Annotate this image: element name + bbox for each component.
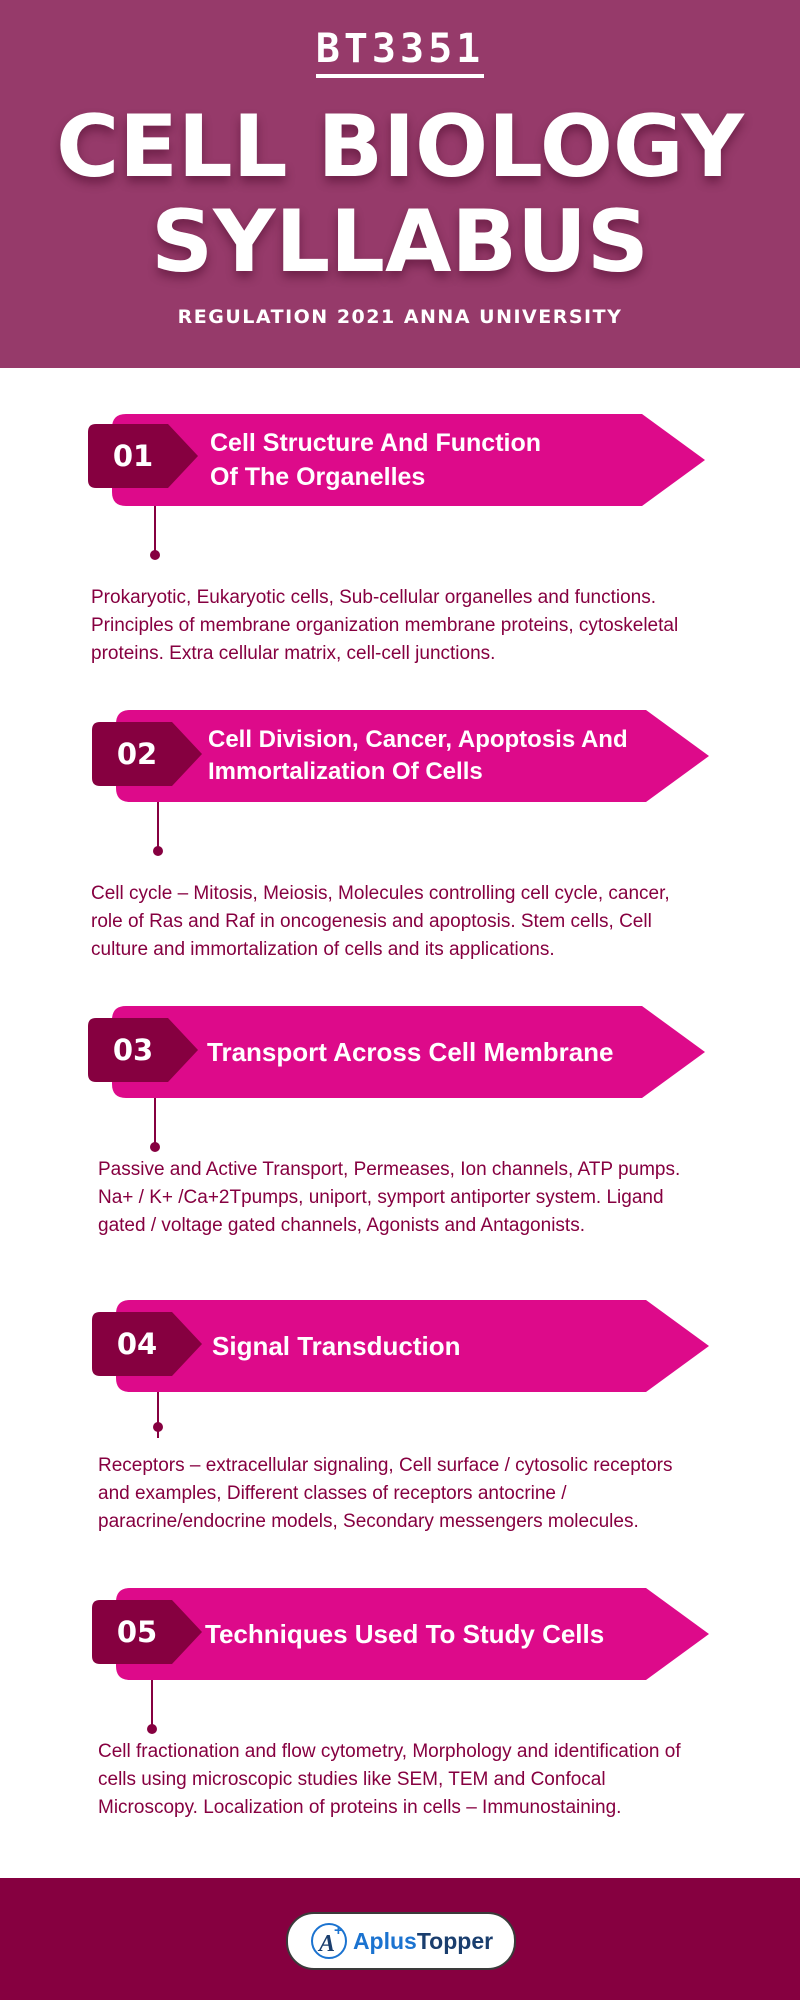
syllabus-unit-4 xyxy=(0,1300,800,1596)
unit-description: Passive and Active Transport, Permeases, Ion channels, ATP pumps. Na+ / K+ /Ca+2Tpumps, uniport, symport antiporter system. Ligand gated / voltage gated channels, Agonists and Antagonists. xyxy=(98,1159,681,1236)
footer xyxy=(0,1878,800,2000)
connector-line xyxy=(157,802,159,848)
unit-number-badge xyxy=(88,1018,198,1082)
unit-description: Cell cycle – Mitosis, Meiosis, Molecules controlling cell cycle, cancer, role of Ras and Raf in oncogenesis and apoptosis. Stem cells, Cell culture and immortalization of cells and its applications. xyxy=(91,883,670,960)
unit-title: Transport Across Cell Membrane xyxy=(207,1037,614,1067)
connector-dot xyxy=(153,1422,163,1432)
a-plus-logo-icon xyxy=(309,1921,349,1961)
unit-number: 01 xyxy=(112,439,154,473)
connector-line xyxy=(154,1098,156,1144)
syllabus-unit-3 xyxy=(0,1006,800,1302)
header-banner xyxy=(0,0,800,368)
unit-number-badge xyxy=(92,722,202,786)
unit-number-badge xyxy=(92,1312,202,1376)
svg-text:A: A xyxy=(318,1931,335,1957)
unit-number: 05 xyxy=(116,1615,158,1649)
unit-number: 04 xyxy=(116,1327,158,1361)
unit-banner xyxy=(112,1006,705,1098)
aplustopper-logo[interactable] xyxy=(286,1912,516,1970)
page-title: CELL BIOLOGY SYLLABUS xyxy=(56,97,744,292)
page-subtitle: REGULATION 2021 ANNA UNIVERSITY xyxy=(177,306,623,328)
unit-description: Cell fractionation and flow cytometry, Morphology and identification of cells using microscopic studies like SEM, TEM and Confocal Microscopy. Localization of proteins in cells – Immunostaining. xyxy=(98,1741,681,1818)
unit-banner xyxy=(116,1588,709,1680)
unit-title: Cell Division, Cancer, Apoptosis And Immortalization Of Cells xyxy=(208,726,628,785)
svg-text:+: + xyxy=(333,1922,343,1939)
unit-description: Receptors – extracellular signaling, Cell surface / cytosolic receptors and examples, Different classes of receptors antocrine / paracrine/endocrine models, Secondary messengers molecules. xyxy=(98,1455,673,1532)
unit-banner xyxy=(116,1300,709,1392)
unit-number-badge xyxy=(88,424,198,488)
connector-line xyxy=(151,1680,153,1726)
unit-title: Signal Transduction xyxy=(212,1331,461,1361)
syllabus-unit-5 xyxy=(0,1588,800,1884)
connector-dot xyxy=(150,1142,160,1152)
unit-number-badge xyxy=(92,1600,202,1664)
unit-description: Prokaryotic, Eukaryotic cells, Sub-cellular organelles and functions. Principles of membrane organization membrane proteins, cytoskeletal proteins. Extra cellular matrix, cell-cell junctions. xyxy=(91,587,679,664)
syllabus-unit-2 xyxy=(0,710,800,1006)
connector-dot xyxy=(153,846,163,856)
unit-title: Techniques Used To Study Cells xyxy=(205,1619,605,1649)
course-code: BT3351 xyxy=(0,26,800,72)
unit-title: Cell Structure And Function Of The Organelles xyxy=(210,429,542,491)
syllabus-unit-1 xyxy=(0,414,800,710)
unit-banner xyxy=(116,710,709,802)
connector-line xyxy=(154,506,156,552)
connector-dot xyxy=(150,550,160,560)
connector-dot xyxy=(147,1724,157,1734)
unit-number: 02 xyxy=(116,737,158,771)
unit-banner xyxy=(112,414,705,506)
unit-number: 03 xyxy=(112,1033,154,1067)
logo-text-topper: Topper xyxy=(416,1927,494,1954)
logo-text-aplus: Aplus xyxy=(352,1927,417,1954)
